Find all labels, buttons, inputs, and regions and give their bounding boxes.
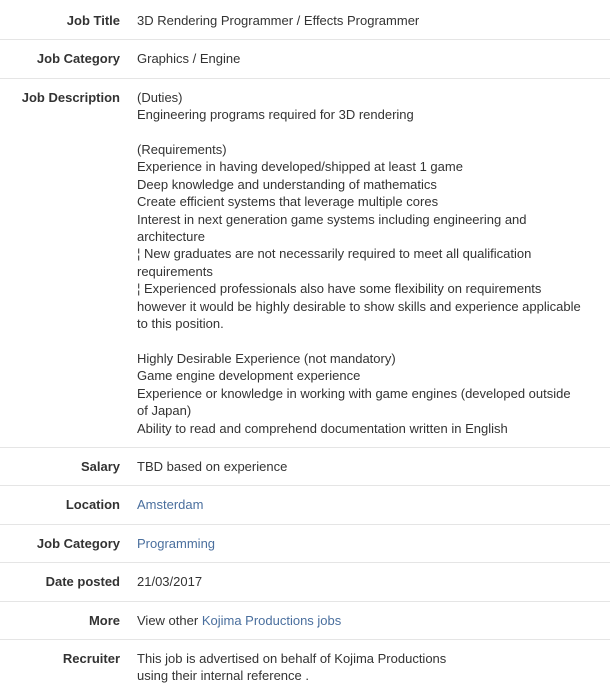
description-line: Interest in next generation game systems including engineering and: [137, 211, 527, 227]
description-line: Ability to read and comprehend documentation written in English: [137, 420, 508, 436]
location-link[interactable]: Amsterdam: [137, 497, 204, 513]
description-line: Engineering programs required for 3D rendering: [137, 107, 414, 123]
job-category-link[interactable]: Programming: [137, 535, 216, 551]
job-category-value: Graphics / Engine: [137, 51, 241, 67]
salary-row: [0, 447, 610, 485]
description-line: Highly Desirable Experience (not mandatory): [137, 350, 396, 366]
description-line: ¦ New graduates are not necessarily required to meet all qualification: [137, 246, 532, 262]
salary-label: Salary: [80, 458, 120, 474]
salary-value: TBD based on experience: [137, 458, 288, 474]
recruiter-row: [0, 639, 610, 698]
job-category2-row: [0, 524, 610, 562]
job-title-row: [0, 0, 610, 40]
job-title-value: 3D Rendering Programmer / Effects Programmer: [137, 13, 420, 28]
location-label: Location: [65, 497, 120, 513]
description-line: to this position.: [137, 316, 224, 332]
recruiter-label: Recruiter: [62, 650, 120, 666]
description-line: Game engine development experience: [137, 368, 361, 384]
more-row: [0, 601, 610, 639]
job-description-row: [0, 78, 610, 447]
description-line: architecture: [137, 229, 205, 245]
description-line: Create efficient systems that leverage multiple cores: [137, 194, 439, 210]
job-category2-label: Job Category: [36, 535, 120, 551]
job-description-value: [128, 78, 610, 447]
job-category-label: Job Category: [36, 51, 120, 67]
location-row: [0, 486, 610, 524]
description-line: however it would be highly desirable to show skills and experience applicable: [137, 298, 581, 314]
more-prefix-text: View other: [137, 612, 199, 628]
more-label: More: [88, 612, 120, 628]
description-line: [137, 332, 610, 349]
date-posted-label: Date posted: [45, 574, 120, 590]
description-line: of Japan): [137, 403, 192, 419]
job-category-row: [0, 40, 610, 78]
date-posted-value: 21/03/2017: [137, 574, 203, 590]
recruiter-text-line: using their internal reference .: [137, 668, 309, 684]
company-jobs-link[interactable]: Kojima Productions jobs: [201, 612, 342, 628]
description-line: Deep knowledge and understanding of mathematics: [137, 176, 437, 192]
recruiter-value: [128, 639, 610, 698]
description-line: Experience or knowledge in working with game engines (developed outside: [137, 385, 571, 401]
description-line: [137, 124, 610, 141]
description-line: Experience in having developed/shipped at least 1 game: [137, 159, 463, 175]
description-line: (Duties): [137, 89, 183, 105]
description-line: ¦ Experienced professionals also have some flexibility on requirements: [137, 281, 542, 297]
job-title-label: Job Title: [66, 13, 120, 28]
description-line: requirements: [137, 263, 213, 279]
date-posted-row: [0, 563, 610, 601]
job-description-label: Job Description: [21, 89, 120, 105]
recruiter-text-line: This job is advertised on behalf of Kojima Productions: [137, 650, 447, 666]
description-line: (Requirements): [137, 142, 227, 158]
